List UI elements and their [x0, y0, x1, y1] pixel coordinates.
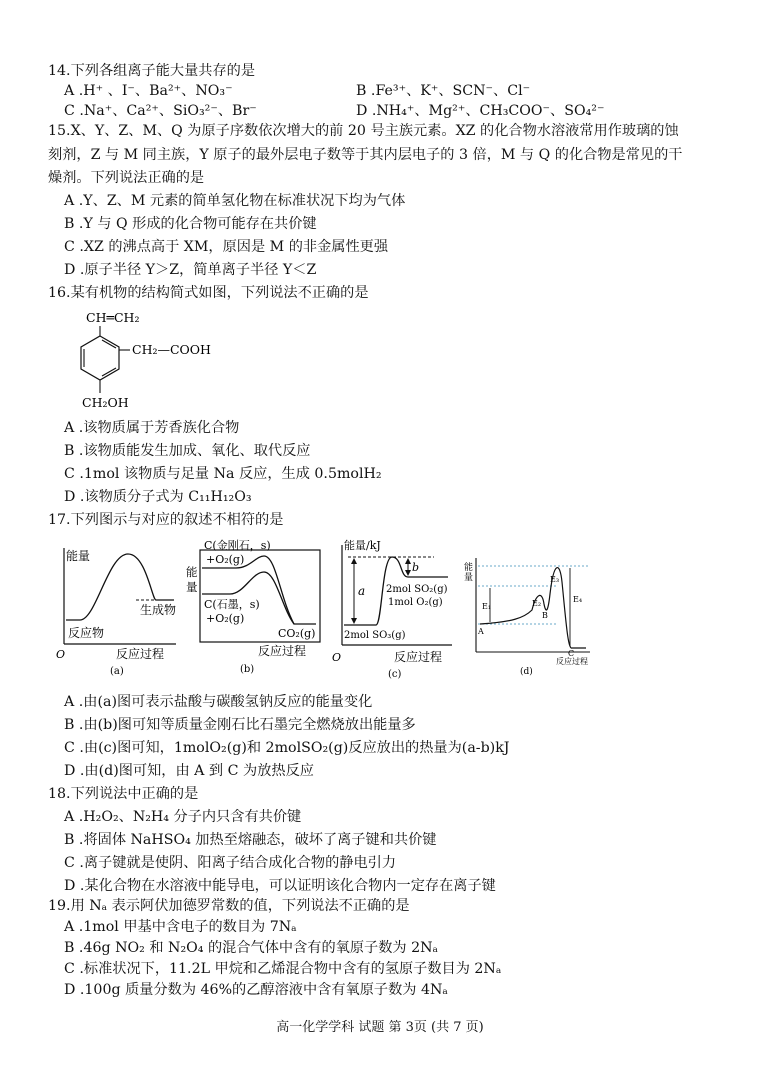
structure-hydroxymethyl: CH₂OH	[82, 395, 129, 410]
fig-d-point-c: C	[568, 649, 575, 658]
q17-option-d: D .由(d)图可知，由 A 到 C 为放热反应	[64, 763, 314, 779]
q17-figure-a	[56, 540, 181, 680]
q16-option-d: D .该物质分子式为 C₁₁H₁₂O₃	[64, 489, 252, 505]
q17-figure-d	[462, 552, 594, 680]
fig-c-origin: O	[332, 651, 342, 664]
q18-option-c: C .离子键就是使阴、阳离子结合成化合物的静电引力	[64, 855, 397, 871]
structure-side-chain: CH₂—COOH	[132, 342, 211, 357]
fig-b-diamond-o2: +O₂(g)	[206, 553, 245, 566]
q18-stem: 18.下列说法中正确的是	[48, 786, 199, 802]
fig-b-ylabel-2: 量	[186, 580, 198, 594]
fig-b-ylabel-1: 能	[186, 565, 198, 579]
fig-d-ylabel-1: 能	[464, 563, 474, 573]
structure-vinyl-group: CH═CH₂	[86, 310, 140, 325]
fig-d-e3: E₃	[550, 575, 560, 584]
fig-d-xlabel: 反应过程	[556, 657, 588, 666]
fig-d-ylabel-2: 量	[464, 573, 474, 583]
q14-option-a: A .H⁺ 、I⁻、Ba²⁺、NO₃⁻	[64, 83, 233, 99]
fig-d-point-b: B	[542, 611, 548, 620]
q15-stem-line2: 刻剂，Z 与 M 同主族，Y 原子的最外层电子数等于其内层电子的 3 倍，M 与 Q 的化合物是常见的干	[48, 147, 683, 163]
fig-a-origin: O	[56, 648, 66, 661]
fig-b-caption: (b)	[240, 664, 255, 675]
fig-c-ylabel: 能量/kJ	[344, 539, 381, 552]
q15-option-b: B .Y 与 Q 形成的化合物可能存在共价键	[64, 216, 317, 232]
fig-b-diamond: C(金刚石，s)	[204, 539, 271, 552]
fig-d-e2: E₂	[532, 599, 542, 608]
fig-a-caption: (a)	[110, 666, 124, 677]
fig-d-e1: E₁	[482, 602, 492, 611]
q19-option-d: D .100g 质量分数为 46%的乙醇溶液中含有氧原子数为 4Nₐ	[64, 982, 448, 998]
fig-a-reactant-label: 反应物	[68, 626, 105, 640]
fig-b-graphite: C(石墨，s)	[204, 598, 260, 611]
q15-stem-line1: 15.X、Y、Z、M、Q 为原子序数依次增大的前 20 号主族元素。XZ 的化合物水溶液常用作玻璃的蚀	[48, 123, 679, 139]
fig-c-o2: 1mol O₂(g)	[388, 597, 443, 608]
q19-option-b: B .46g NO₂ 和 N₂O₄ 的混合气体中含有的氧原子数为 2Nₐ	[64, 940, 439, 956]
q14-option-d: D .NH₄⁺、Mg²⁺、CH₃COO⁻、SO₄²⁻	[356, 103, 605, 119]
q17-stem: 17.下列图示与对应的叙述不相符的是	[48, 512, 284, 528]
fig-a-xlabel: 反应过程	[116, 647, 165, 661]
q18-option-a: A .H₂O₂、N₂H₄ 分子内只含有共价键	[64, 809, 302, 825]
q16-option-a: A .该物质属于芳香族化合物	[64, 420, 240, 436]
q17-option-b: B .由(b)图可知等质量金刚石比石墨完全燃烧放出能量多	[64, 717, 416, 733]
fig-c-so2: 2mol SO₂(g)	[386, 584, 448, 595]
q15-option-c: C .XZ 的沸点高于 XM，原因是 M 的非金属性更强	[64, 239, 389, 255]
q17-option-c: C .由(c)图可知，1molO₂(g)和 2molSO₂(g)反应放出的热量为(a-b)kJ	[64, 740, 510, 756]
q16-option-b: B .该物质能发生加成、氧化、取代反应	[64, 443, 311, 459]
fig-c-so3: 2mol SO₃(g)	[344, 630, 406, 641]
fig-c-caption: (c)	[388, 669, 402, 680]
q15-option-d: D .原子半径 Y＞Z，简单离子半径 Y＜Z	[64, 262, 317, 278]
fig-a-product-label: 生成物	[140, 603, 177, 617]
q18-option-d: D .某化合物在水溶液中能导电，可以证明该化合物内一定存在离子键	[64, 878, 496, 894]
fig-b-xlabel: 反应过程	[258, 644, 307, 658]
q18-option-b: B .将固体 NaHSO₄ 加热至熔融态，破坏了离子键和共价键	[64, 832, 437, 848]
fig-a-ylabel: 能量	[66, 549, 91, 563]
fig-d-caption: (d)	[520, 667, 533, 677]
q19-stem: 19.用 Nₐ 表示阿伏加德罗常数的值，下列说法不正确的是	[48, 898, 410, 914]
q17-figure-b	[184, 538, 326, 680]
q17-option-a: A .由(a)图可表示盐酸与碳酸氢钠反应的能量变化	[64, 694, 373, 710]
fig-d-point-a: A	[478, 627, 484, 636]
q15-option-a: A .Y、Z、M 元素的简单氢化物在标准状况下均为气体	[64, 193, 406, 209]
q16-structure-figure	[60, 305, 220, 415]
q14-stem: 14.下列各组离子能大量共存的是	[48, 63, 256, 79]
fig-d-e4: E₄	[573, 595, 583, 604]
fig-c-label-a: a	[358, 584, 366, 598]
benzene-ring	[81, 336, 119, 380]
q14-option-b: B .Fe³⁺、K⁺、SCN⁻、Cl⁻	[356, 83, 531, 99]
fig-c-label-b: b	[412, 561, 420, 574]
q16-stem: 16.某有机物的结构简式如图，下列说法不正确的是	[48, 285, 369, 301]
q17-figure-c	[330, 537, 458, 680]
q14-option-c: C .Na⁺、Ca²⁺、SiO₃²⁻、Br⁻	[64, 103, 257, 119]
q16-option-c: C .1mol 该物质与足量 Na 反应，生成 0.5molH₂	[64, 466, 382, 482]
fig-b-graphite-o2: +O₂(g)	[206, 612, 245, 625]
fig-c-xlabel: 反应过程	[394, 650, 443, 664]
page-footer: 高一化学学科 试题 第 3页 (共 7 页)	[276, 1020, 484, 1035]
q15-stem-line3: 燥剂。下列说法正确的是	[48, 170, 205, 186]
q19-option-c: C .标准状况下，11.2L 甲烷和乙烯混合物中含有的氢原子数目为 2Nₐ	[64, 961, 502, 977]
fig-b-co2: CO₂(g)	[278, 627, 316, 640]
q19-option-a: A .1mol 甲基中含电子的数目为 7Nₐ	[64, 919, 297, 935]
